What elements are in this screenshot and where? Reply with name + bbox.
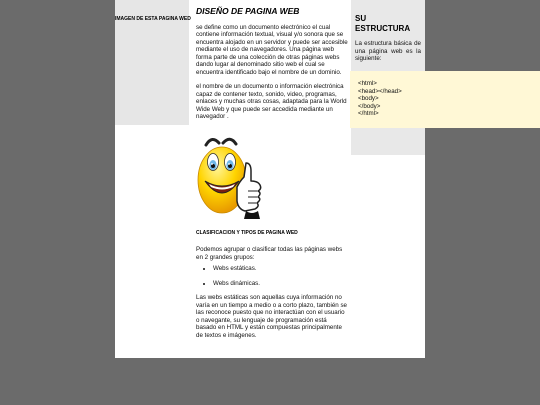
classification-paragraph: Podemos agrupar o clasificar todas las páginas webs en 2 grandes grupos: xyxy=(196,246,343,261)
code-line: <body> xyxy=(358,95,379,102)
code-line: </html> xyxy=(358,110,379,117)
code-line: <html> xyxy=(358,80,377,87)
list-item: • Webs estáticas. xyxy=(213,265,348,273)
page-container xyxy=(115,0,425,358)
html-code-box xyxy=(350,71,540,128)
definition-paragraph: el nombre de un documento o información electrónica capaz de contener texto, sonido, video, programas, enlaces y muchas otras cosas, adaptada para la World Wide Web y que puede ser accedida mediante un navegador . xyxy=(196,83,347,120)
section-heading: CLASIFICACION Y TIPOS DE PAGINA WED xyxy=(196,230,298,237)
structure-description: La estructura básica de una página web es la siguiente: xyxy=(355,40,421,62)
main-content xyxy=(196,6,348,339)
smiley-thumbs-up-icon xyxy=(196,129,266,221)
intro-paragraph: se define como un documento electrónico el cual contiene información textual, visual y/o sonora que se encuentra alojado en un servidor y puede ser accesible mediante el uso de navegadores. Una página web forma parte de una colección de otras páginas webs dando lugar al denominado sitio web el cual se encuentra identificado bajo el nombre de un dominio. xyxy=(196,24,348,76)
page-title: DISEÑO DE PAGINA WEB xyxy=(196,6,300,16)
list-item: • Webs dinámicas. xyxy=(213,280,348,288)
web-types-list xyxy=(196,265,348,287)
static-webs-paragraph: Las webs estáticas son aquellas cuya información no varía en un tiempo a medio o a corto plazo, también se las reconoce puesto que no interactúan con el usuario o navegante, su lenguaje de programación está basado en HTML y están compuestas principalmente de textos e imágenes. xyxy=(196,294,347,339)
code-line: <head></head> xyxy=(358,87,402,95)
left-sidebar xyxy=(115,0,189,125)
code-line: </body> xyxy=(358,102,381,110)
sidebar-title: IMAGEN DE ESTA PAGINA WED xyxy=(115,16,191,22)
structure-title: SU ESTRUCTURA xyxy=(355,14,411,33)
